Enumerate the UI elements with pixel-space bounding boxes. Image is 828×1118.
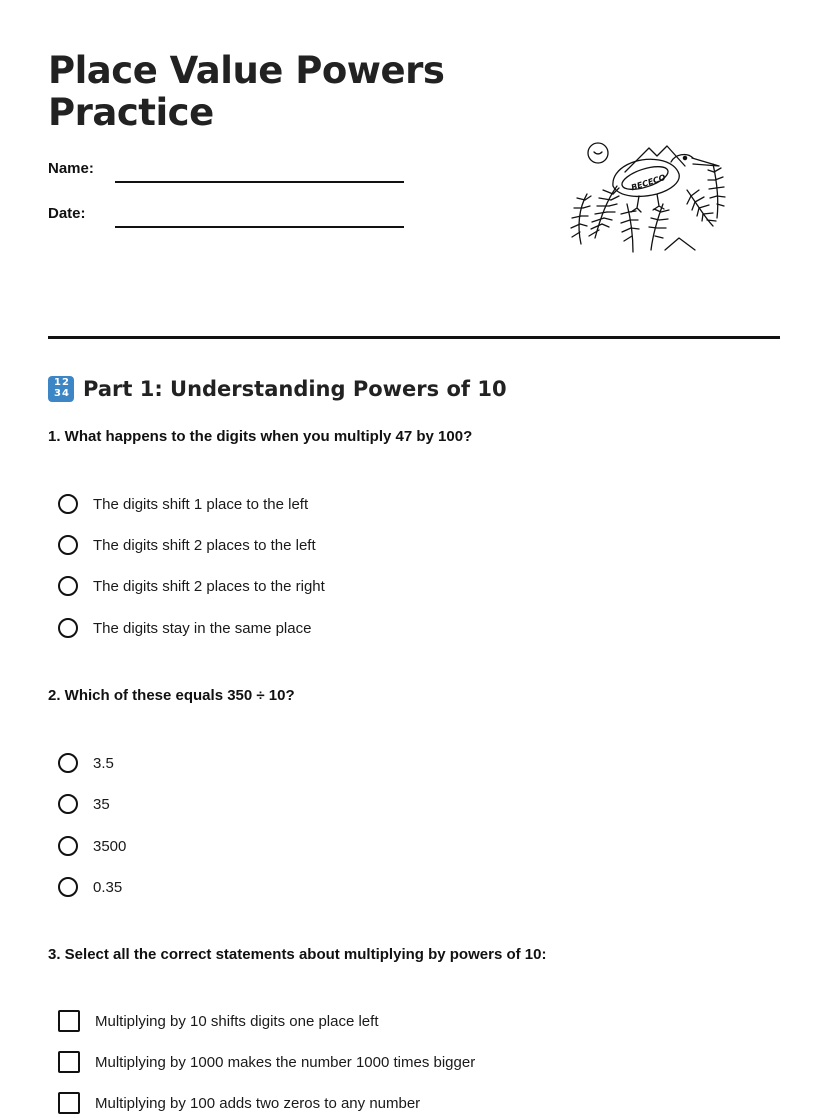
option-label: 35 — [93, 795, 110, 813]
option-label: Multiplying by 100 adds two zeros to any number — [95, 1094, 421, 1112]
question-1-option[interactable] — [58, 491, 308, 517]
question-3-prompt: 3. Select all the correct statements about multiplying by powers of 10: — [48, 946, 547, 963]
option-label: The digits stay in the same place — [93, 619, 312, 637]
header-divider — [48, 336, 780, 339]
option-label: Multiplying by 1000 makes the number 1000 times bigger — [95, 1053, 476, 1071]
option-label: Multiplying by 10 shifts digits one place left — [95, 1012, 379, 1030]
question-3-option[interactable] — [58, 1049, 475, 1075]
question-2-option[interactable] — [58, 833, 126, 859]
name-field — [48, 160, 408, 190]
worksheet-title — [48, 50, 468, 134]
radio-button[interactable] — [58, 877, 78, 897]
option-label: 3500 — [93, 837, 127, 855]
radio-button[interactable] — [58, 576, 78, 596]
radio-button[interactable] — [58, 836, 78, 856]
radio-button[interactable] — [58, 794, 78, 814]
date-line[interactable] — [115, 226, 404, 228]
checkbox[interactable] — [58, 1092, 80, 1114]
kiwi-bird-illustration — [567, 134, 727, 264]
section-1-heading — [48, 374, 507, 404]
checkbox[interactable] — [58, 1010, 80, 1032]
question-3-option[interactable] — [58, 1090, 420, 1116]
radio-button[interactable] — [58, 618, 78, 638]
radio-button[interactable] — [58, 753, 78, 773]
option-label: The digits shift 1 place to the left — [93, 495, 309, 513]
input-numbers-icon: 1 2 3 4 — [48, 376, 74, 402]
radio-button[interactable] — [58, 494, 78, 514]
date-label: Date: — [48, 205, 86, 222]
question-1-option[interactable] — [58, 532, 316, 558]
question-1-option[interactable] — [58, 573, 325, 599]
section-1-title: Part 1: Understanding Powers of 10 — [83, 377, 507, 401]
question-3-option[interactable] — [58, 1008, 378, 1034]
question-2-option[interactable] — [58, 750, 114, 776]
date-field — [48, 205, 408, 235]
radio-button[interactable] — [58, 535, 78, 555]
question-2-prompt: 2. Which of these equals 350 ÷ 10? — [48, 687, 295, 704]
title-line-1: Place Value Powers — [48, 49, 445, 92]
question-1-option[interactable] — [58, 615, 311, 641]
kiwi-badge-text: BECECO — [630, 172, 667, 193]
question-1-prompt: 1. What happens to the digits when you multiply 47 by 100? — [48, 428, 473, 445]
checkbox[interactable] — [58, 1051, 80, 1073]
option-label: The digits shift 2 places to the left — [93, 536, 316, 554]
name-line[interactable] — [115, 181, 404, 183]
option-label: 0.35 — [93, 878, 123, 896]
question-2-option[interactable] — [58, 791, 110, 817]
question-2-option[interactable] — [58, 874, 122, 900]
name-label: Name: — [48, 160, 94, 177]
title-line-2: Practice — [48, 91, 214, 134]
option-label: The digits shift 2 places to the right — [93, 577, 325, 595]
option-label: 3.5 — [93, 754, 114, 772]
